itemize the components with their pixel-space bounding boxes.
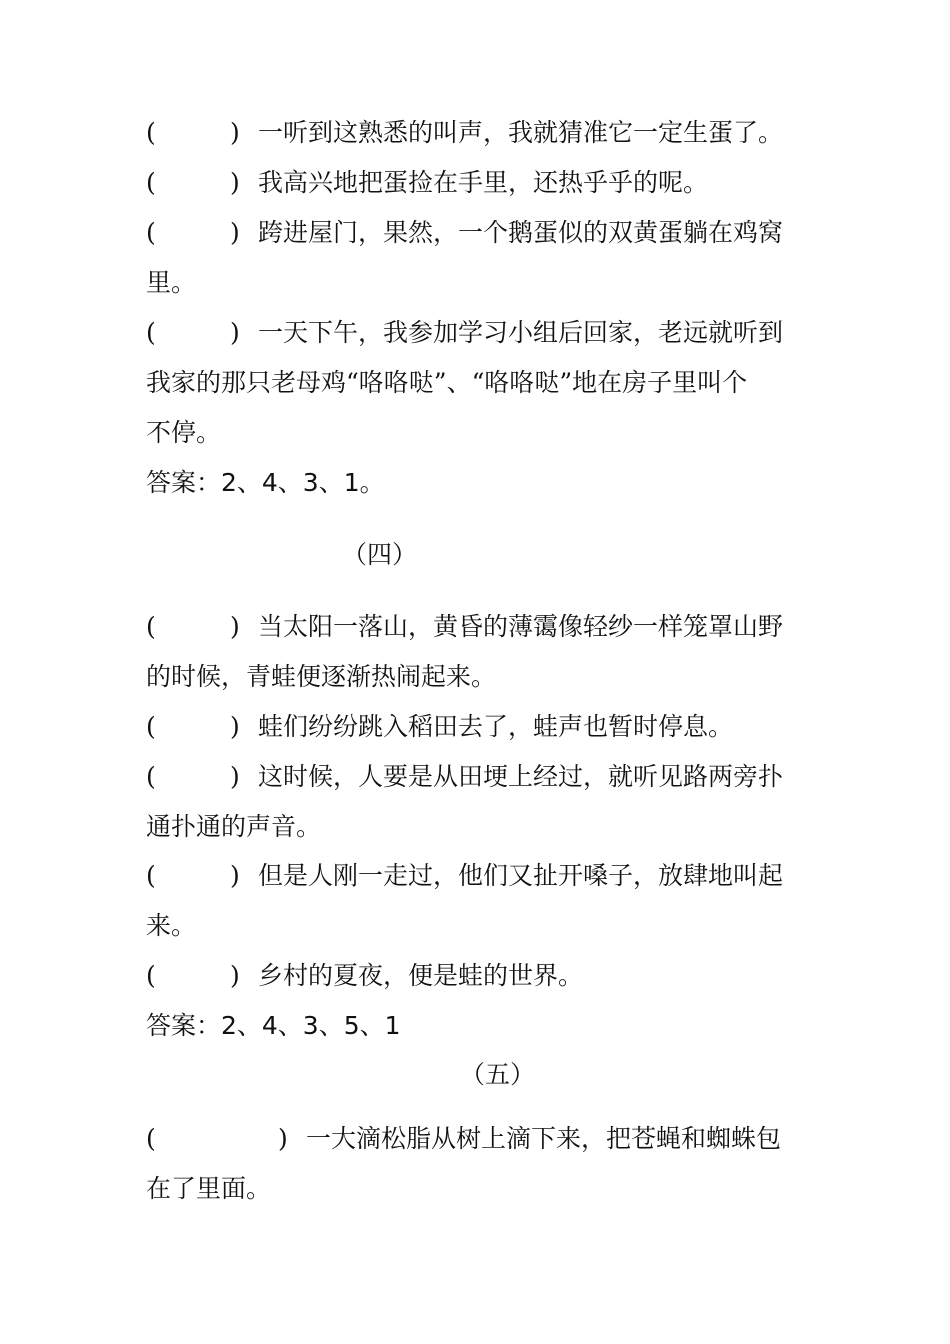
sentence-continuation: 在了里面。: [146, 1174, 272, 1203]
sentence-item: [146, 612, 826, 642]
answer-blank[interactable]: ( ): [146, 168, 240, 197]
sentence-continuation: 通扑通的声音。: [146, 812, 322, 841]
sentence-text: 一大滴松脂从树上滴下来，把苍蝇和蜘蛛包: [306, 1124, 782, 1153]
sentence-text: 一天下午，我参加学习小组后回家，老远就听到: [258, 318, 784, 347]
answer-blank[interactable]: ( ): [146, 118, 240, 147]
sentence-continuation: 不停。: [146, 418, 222, 447]
sentence-text: 我高兴地把蛋捡在手里，还热乎乎的呢。: [258, 168, 709, 197]
sentence-item: [146, 961, 826, 991]
answer-blank[interactable]: ( ): [146, 861, 240, 890]
sentence-text: 这时候，人要是从田埂上经过，就听见路两旁扑: [258, 762, 784, 791]
answer-key: 答案：2、4、3、5、1: [146, 1011, 401, 1040]
answer-blank[interactable]: ( ): [146, 712, 240, 741]
answer-blank[interactable]: ( ): [146, 612, 240, 641]
answer-blank[interactable]: ( ): [146, 218, 240, 247]
sentence-item: [146, 1124, 826, 1154]
sentence-text: 但是人刚一走过，他们又扯开嗓子，放肆地叫起: [258, 861, 784, 890]
sentence-item: [146, 168, 826, 198]
answer-blank[interactable]: ( ): [146, 318, 240, 347]
answer-key: 答案：2、4、3、1。: [146, 468, 385, 497]
sentence-text: 乡村的夏夜，便是蛙的世界。: [258, 961, 584, 990]
sentence-continuation: 来。: [146, 911, 197, 940]
sentence-continuation: 里。: [146, 268, 197, 297]
sentence-continuation: 我家的那只老母鸡“咯咯哒”、“咯咯哒”地在房子里叫个: [146, 368, 748, 397]
sentence-item: [146, 712, 826, 742]
section-heading: （四）: [342, 540, 418, 569]
sentence-continuation: 的时候，青蛙便逐渐热闹起来。: [146, 662, 497, 691]
sentence-text: 跨进屋门，果然，一个鹅蛋似的双黄蛋躺在鸡窝: [258, 218, 784, 247]
sentence-item: [146, 218, 826, 248]
sentence-item: [146, 762, 826, 792]
sentence-text: 蛙们纷纷跳入稻田去了，蛙声也暂时停息。: [258, 712, 734, 741]
section-heading: （五）: [460, 1060, 536, 1089]
sentence-item: [146, 861, 826, 891]
answer-blank[interactable]: ( ): [146, 1124, 288, 1153]
sentence-text: 一听到这熟悉的叫声，我就猜准它一定生蛋了。: [258, 118, 784, 147]
answer-blank[interactable]: ( ): [146, 762, 240, 791]
sentence-item: [146, 318, 826, 348]
sentence-text: 当太阳一落山，黄昏的薄霭像轻纱一样笼罩山野: [258, 612, 784, 641]
answer-blank[interactable]: ( ): [146, 961, 240, 990]
sentence-item: [146, 118, 826, 148]
